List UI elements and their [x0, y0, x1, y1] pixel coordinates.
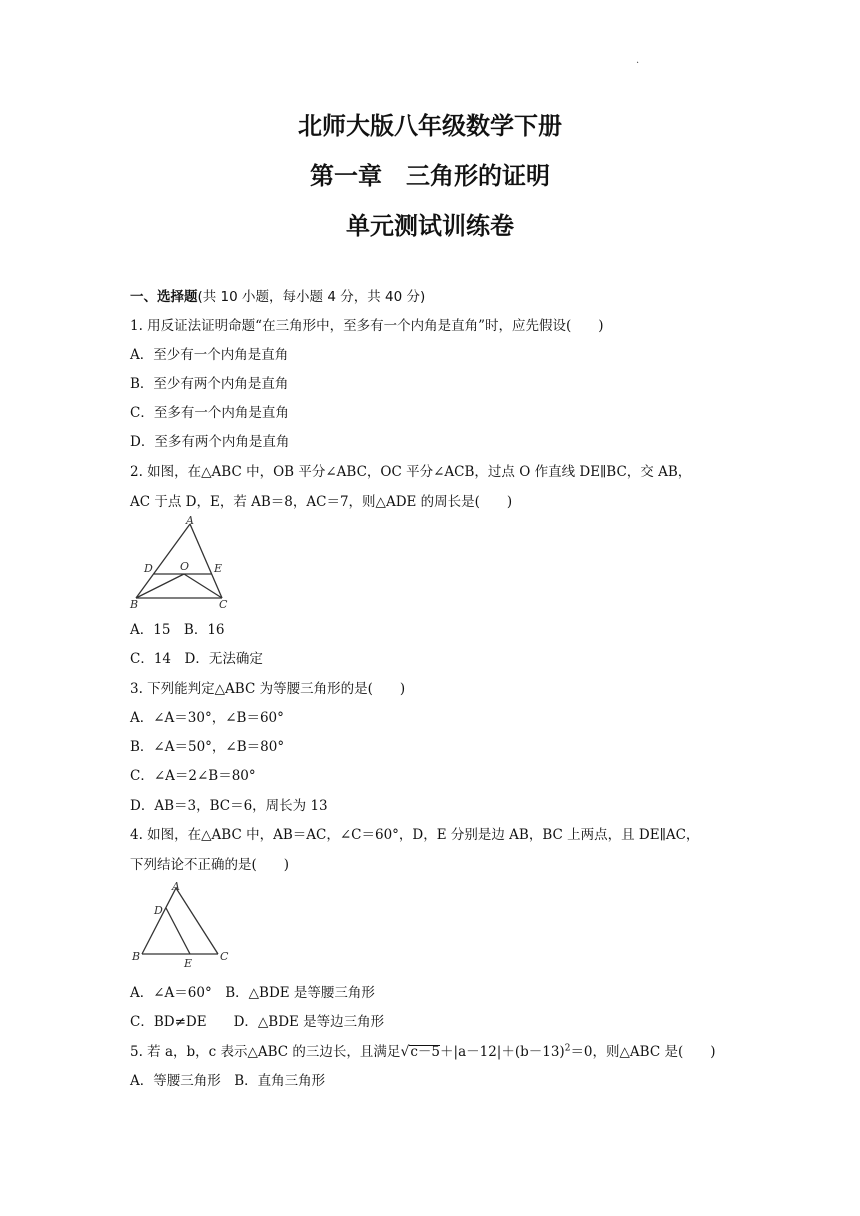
q4-label-a: A: [172, 880, 180, 893]
q2-label-d: D: [144, 562, 153, 575]
q5-stem: [130, 1040, 715, 1060]
header-mark: ·: [636, 58, 640, 69]
q3-option-b: B．∠A＝50°，∠B＝80°: [130, 739, 285, 755]
q3-option-d: D．AB＝3，BC＝6，周长为 13: [130, 798, 328, 814]
q2-label-e: E: [214, 562, 223, 575]
q4-label-e: E: [184, 957, 193, 970]
section-heading: [130, 285, 425, 305]
test-title: 单元测试训练卷: [346, 212, 514, 240]
q1-option-a: A．至少有一个内角是直角: [130, 347, 289, 363]
q2-options-line2: C．14 D．无法确定: [130, 651, 263, 667]
q4-figure: [128, 878, 238, 970]
q4-stem-line1: 4. 如图，在△ABC 中，AB＝AC，∠C＝60°，D，E 分别是边 AB，BC 上两点，且 DE∥AC，: [130, 827, 700, 843]
q5-exponent: 2: [564, 1043, 571, 1054]
q4-options-line2: C．BD≠DE D．△BDE 是等边三角形: [130, 1014, 385, 1030]
q1-option-c: C．至多有一个内角是直角: [130, 405, 289, 421]
q4-label-b: B: [132, 950, 141, 963]
sqrt-sign: √: [400, 1044, 410, 1060]
q2-stem-line1: 2. 如图，在△ABC 中，OB 平分∠ABC，OC 平分∠ACB，过点 O 作直线 DE∥BC，交 AB，: [130, 464, 692, 480]
q1-option-b: B．至少有两个内角是直角: [130, 376, 289, 392]
q5-options-line1: A．等腰三角形 B．直角三角形: [130, 1073, 326, 1089]
q2-figure: [128, 514, 238, 610]
section-note: (共 10 小题，每小题 4 分，共 40 分): [197, 289, 426, 305]
q4-stem-line2: 下列结论不正确的是( ): [130, 857, 290, 873]
q2-label-c: C: [219, 598, 228, 610]
q5-stem-post: ＝0，则△ABC 是( ): [570, 1044, 716, 1060]
q2-stem-line2: AC 于点 D，E，若 AB＝8，AC＝7，则△ADE 的周长是( ): [130, 494, 513, 510]
book-title: 北师大版八年级数学下册: [298, 112, 562, 140]
section-label: 一、选择题: [130, 289, 198, 305]
q5-radicand: c－5: [410, 1044, 441, 1060]
q3-option-c: C．∠A＝2∠B＝80°: [130, 768, 256, 784]
q2-label-o: O: [180, 560, 190, 573]
q4-options-line1: A．∠A＝60° B．△BDE 是等腰三角形: [130, 985, 375, 1001]
q2-label-a: A: [186, 514, 194, 527]
q2-label-b: B: [130, 598, 139, 610]
q4-label-c: C: [220, 950, 229, 963]
q4-label-d: D: [154, 904, 163, 917]
q1-stem: 1. 用反证法证明命题“在三角形中，至多有一个内角是直角”时，应先假设( ): [130, 318, 604, 334]
chapter-title: 第一章 三角形的证明: [310, 162, 550, 190]
q5-stem-mid: ＋|a－12|＋(b－13): [440, 1044, 565, 1060]
q5-stem-pre: 5. 若 a，b，c 表示△ABC 的三边长，且满足: [130, 1044, 401, 1060]
q3-stem: 3. 下列能判定△ABC 为等腰三角形的是( ): [130, 681, 406, 697]
q1-option-d: D．至多有两个内角是直角: [130, 434, 290, 450]
q2-options-line1: A．15 B．16: [130, 622, 225, 638]
q3-option-a: A．∠A＝30°，∠B＝60°: [130, 710, 284, 726]
